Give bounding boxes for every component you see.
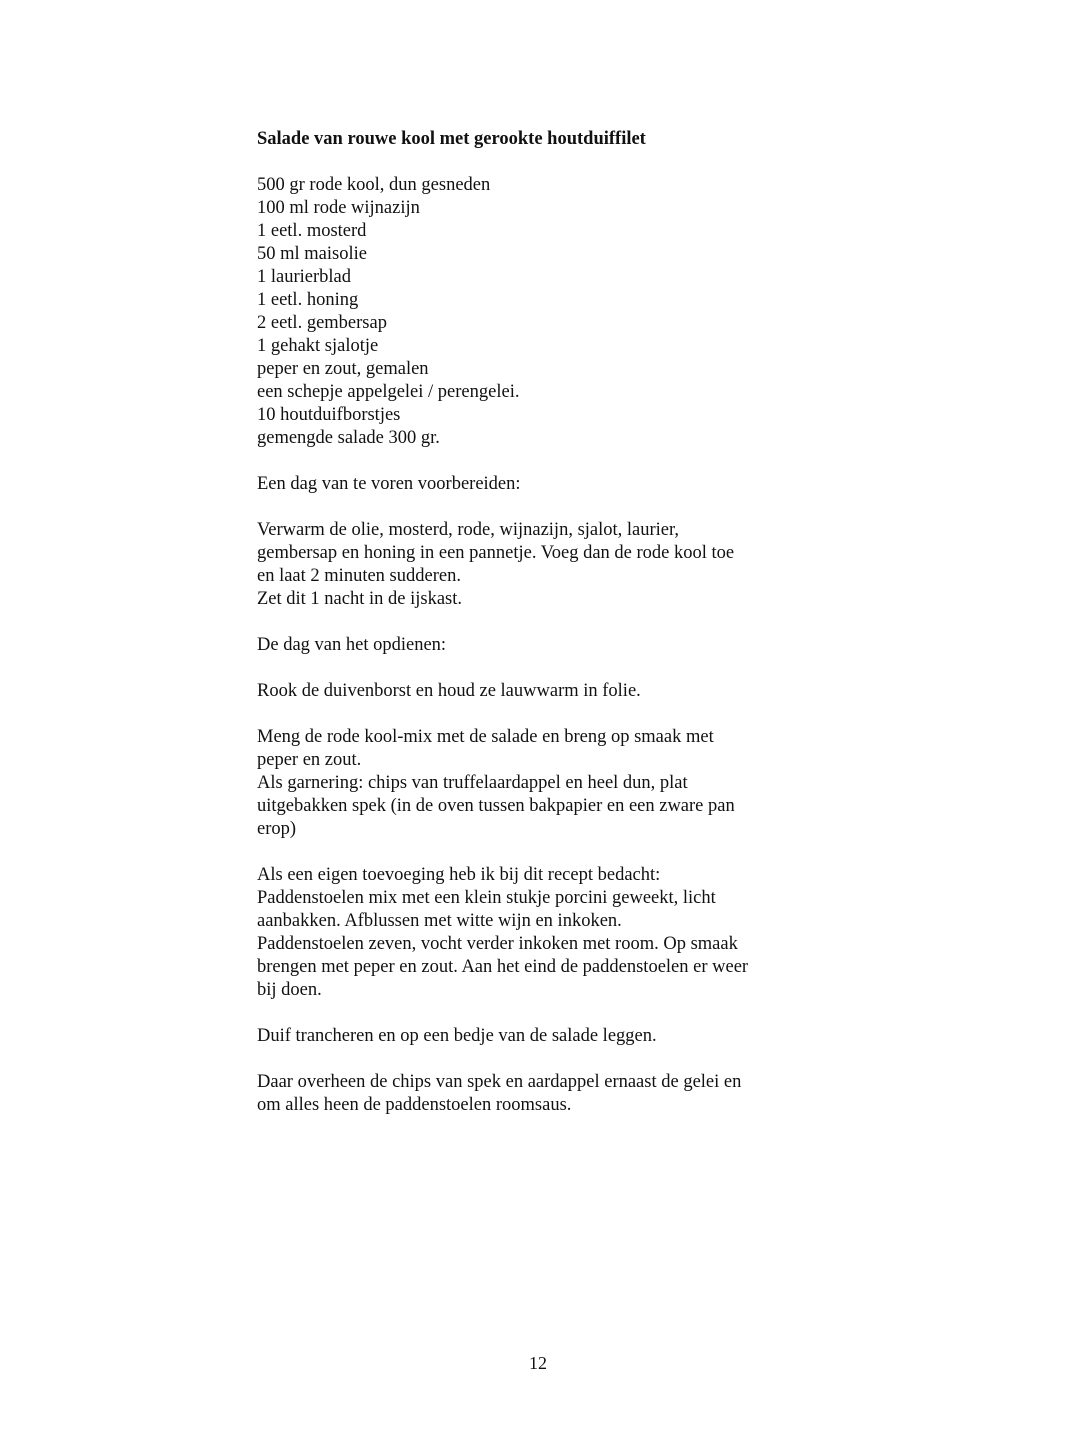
recipe-title: Salade van rouwe kool met gerookte houtduiffilet [257, 129, 646, 149]
ingredient-item: 50 ml maisolie [257, 244, 367, 264]
ingredient-item: 10 houtduifborstjes [257, 405, 401, 425]
ingredient-item: 1 eetl. mosterd [257, 221, 367, 241]
smoke-instruction: Rook de duivenborst en houd ze lauwwarm in folie. [257, 681, 641, 701]
ingredient-item: peper en zout, gemalen [257, 359, 429, 379]
ingredient-item: 2 eetl. gembersap [257, 313, 387, 333]
ingredient-item: 1 gehakt sjalotje [257, 336, 379, 356]
carve-instruction: Duif trancheren en op een bedje van de salade leggen. [257, 1026, 657, 1046]
ingredient-item: 1 laurierblad [257, 267, 351, 287]
recipe-content [257, 128, 837, 1140]
ingredient-item: een schepje appelgelei / perengelei. [257, 382, 520, 402]
ingredient-item: 100 ml rode wijnazijn [257, 198, 420, 218]
page-number: 12 [529, 1353, 547, 1373]
ingredient-item: 500 gr rode kool, dun gesneden [257, 175, 491, 195]
plating-instruction: Daar overheen de chips van spek en aardappel ernaast de gelei en om alles heen de paddenstoelen roomsaus. [257, 1072, 742, 1115]
own-addition: Als een eigen toevoeging heb ik bij dit recept bedacht: Paddenstoelen mix met een klein stukje porcini geweekt, licht aanbakken. Afblussen met witte wijn en inkoken. Paddenstoelen zeven, vocht verder inkoken met room. Op smaak brengen met peper en zout. Aan het eind de paddenstoelen er weer bij doen. [257, 865, 749, 1000]
prep-instructions: Verwarm de olie, mosterd, rode, wijnazijn, sjalot, laurier, gembersap en honing in een pannetje. Voeg dan de rode kool toe en laat 2 minuten sudderen. Zet dit 1 nacht in de ijskast. [257, 520, 735, 609]
mix-instructions: Meng de rode kool-mix met de salade en breng op smaak met peper en zout. Als garnering: chips van truffelaardappel en heel dun, plat uitgebakken spek (in de oven tussen bakpapier en een zware pan erop) [257, 727, 735, 839]
ingredient-item: gemengde salade 300 gr. [257, 428, 440, 448]
ingredient-list [257, 174, 837, 450]
ingredient-item: 1 eetl. honing [257, 290, 359, 310]
serving-heading: De dag van het opdienen: [257, 635, 447, 655]
prep-heading: Een dag van te voren voorbereiden: [257, 474, 521, 494]
